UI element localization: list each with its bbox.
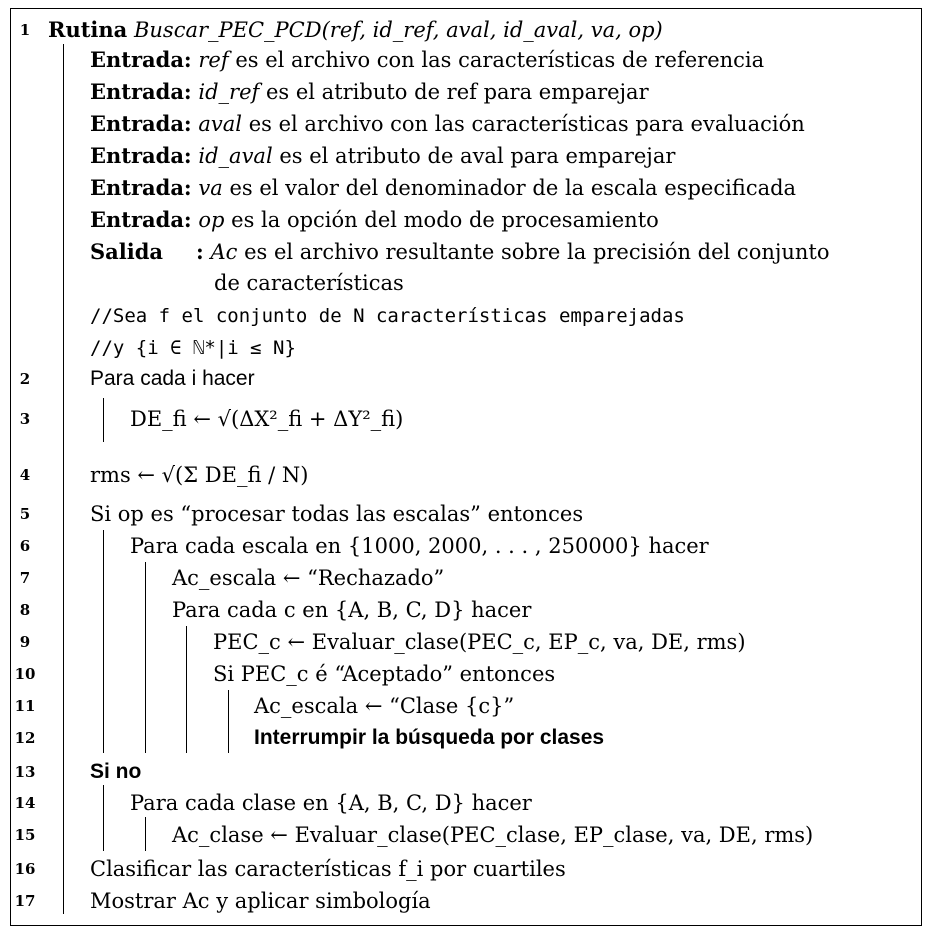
algorithm-line [0, 561, 934, 595]
algorithm-line [0, 884, 934, 918]
input-var: op [198, 208, 225, 232]
algorithm-line [0, 13, 934, 47]
input-line [0, 171, 934, 205]
step-text: Clasificar las características f_i por cuartiles [90, 857, 566, 881]
line-number: 13 [14, 763, 36, 781]
input-text: es el valor del denominador de la escala especificada [229, 176, 797, 200]
step-text: rms ← √(Σ DE_fi / N) [90, 463, 309, 487]
input-line [0, 139, 934, 173]
line-number: 12 [14, 729, 36, 747]
line-number: 15 [14, 826, 36, 844]
step-text: Para cada clase en {A, B, C, D} hacer [130, 791, 532, 815]
step-text: Para cada c en {A, B, C, D} hacer [172, 598, 532, 622]
algorithm-line [0, 593, 934, 627]
step-text: DE_fi ← √(ΔX²_fi + ΔY²_fi) [130, 407, 404, 431]
line-number: 6 [19, 537, 31, 555]
step-text: Ac_escala ← “Rechazado” [172, 566, 445, 590]
line-number: 11 [14, 697, 36, 715]
comment-text: //Sea f el conjunto de N características emparejadas [90, 305, 685, 327]
line-number: 10 [14, 665, 36, 683]
algorithm-line [0, 458, 934, 492]
algorithm-line [0, 721, 934, 755]
input-line [0, 107, 934, 141]
line-number: 5 [19, 505, 31, 523]
output-text: es el archivo resultante sobre la precisión del conjunto [244, 240, 830, 264]
step-text: Interrumpir la búsqueda por clases [254, 726, 605, 749]
line-number: 17 [14, 892, 36, 910]
input-var: id_ref [198, 80, 260, 104]
algorithm-line [0, 818, 934, 852]
algorithm-line [0, 497, 934, 531]
line-number: 14 [14, 794, 36, 812]
input-text: es la opción del modo de procesamiento [231, 208, 659, 232]
line-number: 9 [19, 633, 31, 651]
output-var: Ac [210, 240, 238, 264]
step-text: Ac_escala ← “Clase {c}” [254, 694, 515, 718]
line-number: 3 [19, 410, 31, 428]
algorithm-line [0, 786, 934, 820]
comment-line [0, 299, 934, 333]
input-text: es el archivo con las características para evaluación [248, 112, 805, 136]
step-text: Si op es “procesar todas las escalas” entonces [90, 502, 584, 526]
line-number: 4 [19, 466, 31, 484]
algorithm-line [0, 689, 934, 723]
line-number: 2 [19, 370, 31, 388]
input-label: Entrada: [90, 207, 192, 232]
routine-params: (ref, id_ref, aval, id_aval, va, op) [321, 18, 663, 42]
input-var: id_aval [198, 144, 273, 168]
input-text: es el archivo con las características de referencia [235, 48, 765, 72]
algorithm-line [0, 657, 934, 691]
line-number: 8 [19, 601, 31, 619]
step-text: PEC_c ← Evaluar_clase(PEC_c, EP_c, va, DE, rms) [213, 630, 746, 654]
algorithm-line [0, 402, 934, 436]
line-number: 1 [19, 21, 31, 39]
output-text-2: de características [214, 271, 404, 295]
comment-text: //y {i ∈ ℕ*|i ≤ N} [90, 337, 296, 359]
algorithm-line [0, 852, 934, 886]
routine-name: Buscar_PEC_PCD [133, 18, 322, 42]
input-label: Entrada: [90, 79, 192, 104]
routine-keyword: Rutina [48, 17, 128, 42]
input-var: ref [198, 48, 229, 72]
input-label: Entrada: [90, 175, 192, 200]
step-text: Para cada escala en {1000, 2000, . . . , 250000} hacer [130, 534, 709, 558]
step-text: Si PEC_c é “Aceptado” entonces [213, 662, 556, 686]
input-label: Entrada: [90, 111, 192, 136]
input-line [0, 203, 934, 237]
output-line: Salida : Ac es el archivo resultante sobre la precisión del conjunto [90, 239, 830, 264]
input-var: va [198, 176, 223, 200]
output-line-continued [0, 266, 934, 300]
input-var: aval [198, 112, 243, 136]
line-number: 7 [19, 569, 31, 587]
step-text: Ac_clase ← Evaluar_clase(PEC_clase, EP_clase, va, DE, rms) [172, 823, 814, 847]
output-label: Salida [90, 239, 164, 264]
routine-header [48, 13, 663, 47]
algorithm-line [0, 625, 934, 659]
line-number: 16 [14, 860, 36, 878]
algorithm-line [0, 362, 934, 396]
input-text: es el atributo de ref para emparejar [265, 80, 649, 104]
input-label: Entrada: [90, 47, 192, 72]
step-text: Si no [90, 760, 142, 783]
input-text: es el atributo de aval para emparejar [279, 144, 676, 168]
step-text: Para cada i hacer [90, 367, 255, 390]
step-text: Mostrar Ac y aplicar simbología [90, 889, 431, 913]
algorithm-line [0, 755, 934, 789]
algorithm-line [0, 529, 934, 563]
input-line [0, 75, 934, 109]
input-label: Entrada: [90, 143, 192, 168]
input-line [0, 43, 934, 77]
comment-line [0, 331, 934, 365]
